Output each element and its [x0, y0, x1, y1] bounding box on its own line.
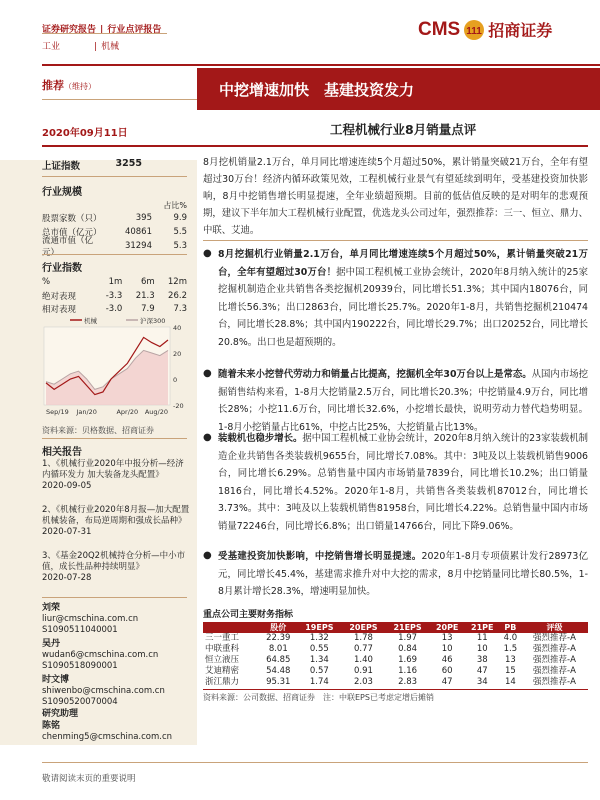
fin-cell: 三一重工 — [205, 633, 240, 643]
related-report-text: 1、《机械行业2020年中报分析—经济内循环发力 加大装备龙头配置》 — [42, 459, 184, 480]
perf-value: 7.9 — [141, 303, 155, 314]
fin-cell: 64.85 — [266, 655, 291, 665]
svg-text:111: 111 — [466, 25, 483, 37]
related-report-text: 3、《基金20Q2机械持仓分析—中小市值，成长性品种持续明显》 — [42, 551, 186, 572]
footer-rule — [42, 762, 588, 763]
rating-divider — [42, 99, 197, 100]
fin-table-row — [203, 666, 588, 677]
logo-badge-icon — [463, 19, 485, 41]
perf-row — [42, 289, 187, 302]
fin-cell: 2.03 — [353, 677, 373, 687]
report-type: 证券研究报告 | 行业点评报告 — [42, 25, 162, 35]
fin-cell: 54.48 — [266, 666, 291, 676]
perf-col-header: 12m — [167, 276, 187, 287]
assistant-name: 陈铭 — [42, 721, 61, 731]
fin-cell: 0.55 — [309, 644, 329, 654]
point-paragraph — [218, 366, 588, 436]
related-report-date: 2020-07-31 — [42, 527, 92, 537]
x-tick-label: Apr/20 — [116, 408, 139, 416]
industry-line: 工业 | 机械 — [42, 42, 120, 52]
fin-cell: 1.16 — [398, 666, 418, 676]
perf-col-header: 6m — [140, 276, 155, 287]
fin-table-row — [203, 633, 588, 644]
rating: 推荐（维持） — [42, 79, 96, 92]
x-tick-label: Sep/19 — [46, 408, 69, 416]
fin-cell: 13 — [504, 655, 516, 665]
sidebar-divider — [42, 438, 187, 439]
sidebar-divider — [42, 597, 187, 598]
header-divider — [42, 33, 167, 34]
chart-source: 资料来源：贝格数据、招商证券 — [42, 426, 154, 435]
point-lead: 8月挖掘机行业销量2.1万台，单月同比增速连续5个月超过50%，累计销量突破21万台，全年有望超过30万台！ — [218, 249, 588, 278]
fin-cell: 艾迪精密 — [205, 666, 240, 676]
scale-value: 40861 — [124, 226, 152, 237]
point-lead: 受基建投资加快影响，中挖销售增长明显提速。 — [218, 551, 422, 562]
fin-table-row — [203, 644, 588, 655]
analyst-email: wudan6@cmschina.com.cn — [42, 650, 159, 660]
point-lead: 装载机也稳步增长。 — [218, 433, 303, 444]
fin-table-title: 重点公司主要财务指标 — [203, 610, 294, 620]
scale-label: 总市值（亿元） — [42, 227, 102, 238]
fin-cell: 1.74 — [309, 677, 329, 687]
fin-cell: 强烈推荐-A — [533, 666, 576, 676]
fin-cell: 13 — [441, 633, 453, 643]
scale-title: 行业规模 — [42, 187, 82, 198]
fin-cell: 1.40 — [353, 655, 373, 665]
perf-value: -3.0 — [105, 303, 123, 314]
fin-col-header: 19EPS — [297, 622, 341, 633]
perf-value: -3.3 — [105, 290, 123, 301]
fin-cell: 60 — [441, 666, 453, 676]
fin-cell: 2.83 — [398, 677, 418, 687]
footer-note: 敬请阅读末页的重要说明 — [42, 774, 136, 784]
scale-value: 31294 — [124, 240, 152, 251]
point-paragraph — [218, 246, 588, 352]
scale-row — [42, 211, 187, 224]
fin-cell: 1.5 — [503, 644, 518, 654]
bullet-icon: ● — [203, 432, 212, 443]
related-report — [42, 459, 192, 492]
fin-cell: 1.32 — [309, 633, 329, 643]
fin-cell: 47 — [476, 666, 488, 676]
scale-value: 395 — [135, 212, 152, 223]
analyst-email: shiwenbo@cmschina.com.cn — [42, 686, 165, 696]
related-title: 相关报告 — [42, 447, 82, 458]
point-text: 据中国工程机械工业协会统计，2020年8月纳入统计的25家挖掘机制造企业共销售各类挖掘机20939台，同比增长51.3%；其中国内18076台，同比增长56.3%；出口2863台，同比增长25.7%。2020年1-8月，共销售挖掘机210474台，同比增长28.8%；其中国内190222台，同比增长29.7%；出口20252台，同比增长20.8%。出口也是超预期的。 — [218, 266, 588, 348]
fin-cell: 14 — [504, 677, 516, 687]
fin-cell: 恒立液压 — [205, 655, 240, 665]
fin-col-header: 21PE — [465, 622, 500, 633]
fin-table-row — [203, 655, 588, 666]
fin-col-header: PB — [500, 622, 521, 633]
analyst-email: liur@cmschina.com.cn — [42, 614, 139, 624]
fin-col-header: 评级 — [521, 622, 588, 633]
bullet-icon: ● — [203, 550, 212, 561]
analyst-id: S1090518090001 — [42, 661, 118, 671]
fin-cell: 46 — [441, 655, 453, 665]
fin-cell: 95.31 — [266, 677, 291, 687]
analyst — [42, 675, 165, 708]
perf-value: 7.3 — [173, 303, 187, 314]
assistant-title: 研究助理 — [42, 709, 79, 719]
index-row: 上证指数 3255 — [42, 158, 142, 172]
y-tick-label: -20 — [173, 402, 184, 410]
fin-cell: 38 — [476, 655, 488, 665]
legend-label-hs300: 沪深300 — [140, 317, 166, 325]
related-report — [42, 505, 192, 538]
point-text: 从国内市场挖掘销售结构来看，1-8月大挖销量2.5万台，同比增长20.3%；中挖销量4.9万台，同比增长28%；小挖11.6万台，同比增长32.6%，小挖增长最快，说明劳动力替代趋势明显。1-8月小挖销量占比61%，中挖占比25%，大挖销量占比13%。 — [218, 369, 588, 433]
fin-cell: 强烈推荐-A — [533, 677, 576, 687]
table-bottom-rule — [203, 689, 588, 690]
related-report-date: 2020-09-05 — [42, 481, 92, 491]
scale-pct: 5.5 — [173, 226, 187, 237]
perf-col-header: % — [42, 276, 51, 287]
bullet-icon: ● — [203, 248, 212, 259]
fin-cell: 10 — [441, 644, 453, 654]
sidebar-divider — [42, 254, 187, 255]
analyst-name: 时文博 — [42, 675, 70, 685]
scale-pct-label: 占比% — [163, 201, 187, 210]
banner-title: 中挖增速加快 基建投资发力 — [197, 68, 600, 110]
point-paragraph — [218, 548, 588, 601]
assistant-email: chenming5@cmschina.com.cn — [42, 732, 173, 742]
fin-cell: 强烈推荐-A — [533, 644, 576, 654]
financial-table — [203, 622, 588, 688]
fin-cell: 1.78 — [353, 633, 373, 643]
y-tick-label: 20 — [173, 350, 182, 358]
title-rule — [42, 145, 588, 147]
fin-cell: 中联重科 — [205, 644, 240, 654]
fin-cell: 0.91 — [353, 666, 373, 676]
summary-paragraph: 8月挖机销量2.1万台，单月同比增速连续5个月超过50%，累计销量突破21万台，全年有望超过30万台！经济内循环政策见效，工程机械行业景气有望延续到明年，受基建投资加快影响，8月中挖销售增长明显提速，全年业绩超预期。目前的低估值反映的是对明年的悲观预期，建议下半年加大工程机械行业配置，优选龙头公司过年，强烈推荐：三一、恒立、鼎力、中联、艾迪。 — [203, 157, 588, 236]
perf-col-header: 1m — [108, 276, 123, 287]
fin-table-header — [203, 622, 588, 633]
logo: CMS 111 招商证券 — [418, 18, 553, 40]
fin-cell: 11 — [476, 633, 488, 643]
scale-pct: 9.9 — [173, 212, 187, 223]
report-title: 工程机械行业8月销量点评 — [330, 122, 477, 137]
fin-col-header: 21EPS — [386, 622, 430, 633]
analyst — [42, 639, 158, 672]
perf-title: 行业指数 — [42, 263, 82, 274]
analyst — [42, 603, 138, 636]
fin-cell: 8.01 — [268, 644, 288, 654]
related-report — [42, 551, 192, 584]
fin-cell: 47 — [441, 677, 453, 687]
perf-value: 26.2 — [168, 290, 187, 301]
top-rule — [42, 64, 600, 66]
scale-label: 股票家数（只） — [42, 213, 102, 224]
related-report-text: 2、《机械行业2020年8月报—加大配置机械装备，布局逆周期和强成长品种》 — [42, 505, 190, 526]
scale-pct: 5.3 — [173, 240, 187, 251]
fin-table-row — [203, 677, 588, 688]
industry-index-chart — [42, 313, 192, 423]
scale-label: 流通市值（亿元） — [42, 235, 94, 258]
perf-label: 相对表现 — [42, 304, 77, 315]
fin-cell: 强烈推荐-A — [533, 633, 576, 643]
fin-cell: 1.34 — [309, 655, 329, 665]
point-lead: 随着未来小挖替代劳动力和销量占比提高，挖掘机全年30万台以上是常态。 — [218, 369, 532, 380]
analyst-name: 吴丹 — [42, 639, 61, 649]
fin-col-header: 股价 — [259, 622, 297, 633]
x-tick-label: Jan/20 — [76, 408, 97, 416]
legend-label-industry: 机械 — [84, 317, 97, 325]
y-tick-label: 0 — [173, 376, 178, 384]
fin-col-header — [203, 622, 259, 633]
fin-cell: 34 — [476, 677, 488, 687]
fin-col-header: 20PE — [430, 622, 465, 633]
related-report-date: 2020-07-28 — [42, 573, 92, 583]
fin-cell: 10 — [476, 644, 488, 654]
x-tick-label: Aug/20 — [144, 408, 168, 416]
fin-table-source: 资料来源：公司数据、招商证券 注：中联EPS已考虑定增后摊销 — [203, 693, 434, 702]
report-date: 2020年09月11日 — [42, 128, 128, 139]
fin-cell: 15 — [504, 666, 516, 676]
point-text: 据中国工程机械工业协会统计，2020年8月纳入统计的23家装载机制造企业共销售各类装载机9655台，同比增长7.08%。其中：3吨及以上装载机销售9006台，同比增长6.29%。总销售量中国内市场销量7839台，同比增长10.2%；出口销量1816台，同比增长4.52%。2020年1-8月，共销售各类装载机87012台，同比增长3.73%。其中：3吨及以上装载机销售81958台，同比增长4.22%。总销售量中国内市场销量72246台，同比增长6.8%；出口销量14766台，同比下降9.06%。 — [218, 433, 588, 532]
fin-cell: 22.39 — [266, 633, 291, 643]
perf-label: 绝对表现 — [42, 291, 77, 302]
fin-cell: 0.77 — [353, 644, 373, 654]
summary-divider — [203, 240, 588, 241]
point-text: 2020年1-8月专项债累计发行28973亿元，同比增长45.4%，基建需求推升对中大挖的需求，8月中挖销量同比增长80.5%，1-8月累计增长28.3%，增速明显加快。 — [218, 551, 588, 598]
analyst-name: 刘荣 — [42, 603, 61, 613]
fin-cell: 4.0 — [503, 633, 518, 643]
fin-col-header: 20EPS — [341, 622, 385, 633]
point-paragraph — [218, 430, 588, 536]
analyst-id: S1090520070004 — [42, 697, 118, 707]
analyst-id: S1090511040001 — [42, 625, 118, 635]
fin-cell: 浙江鼎力 — [205, 677, 240, 687]
fin-cell: 0.84 — [398, 644, 418, 654]
fin-cell: 强烈推荐-A — [533, 655, 576, 665]
fin-cell: 0.57 — [309, 666, 329, 676]
perf-header — [42, 275, 187, 288]
y-tick-label: 40 — [173, 324, 182, 332]
perf-value: 21.3 — [135, 290, 155, 301]
scale-row — [42, 235, 187, 258]
sidebar-divider — [42, 176, 187, 177]
fin-cell: 1.97 — [398, 633, 418, 643]
bullet-icon: ● — [203, 368, 212, 379]
fin-cell: 1.69 — [398, 655, 418, 665]
